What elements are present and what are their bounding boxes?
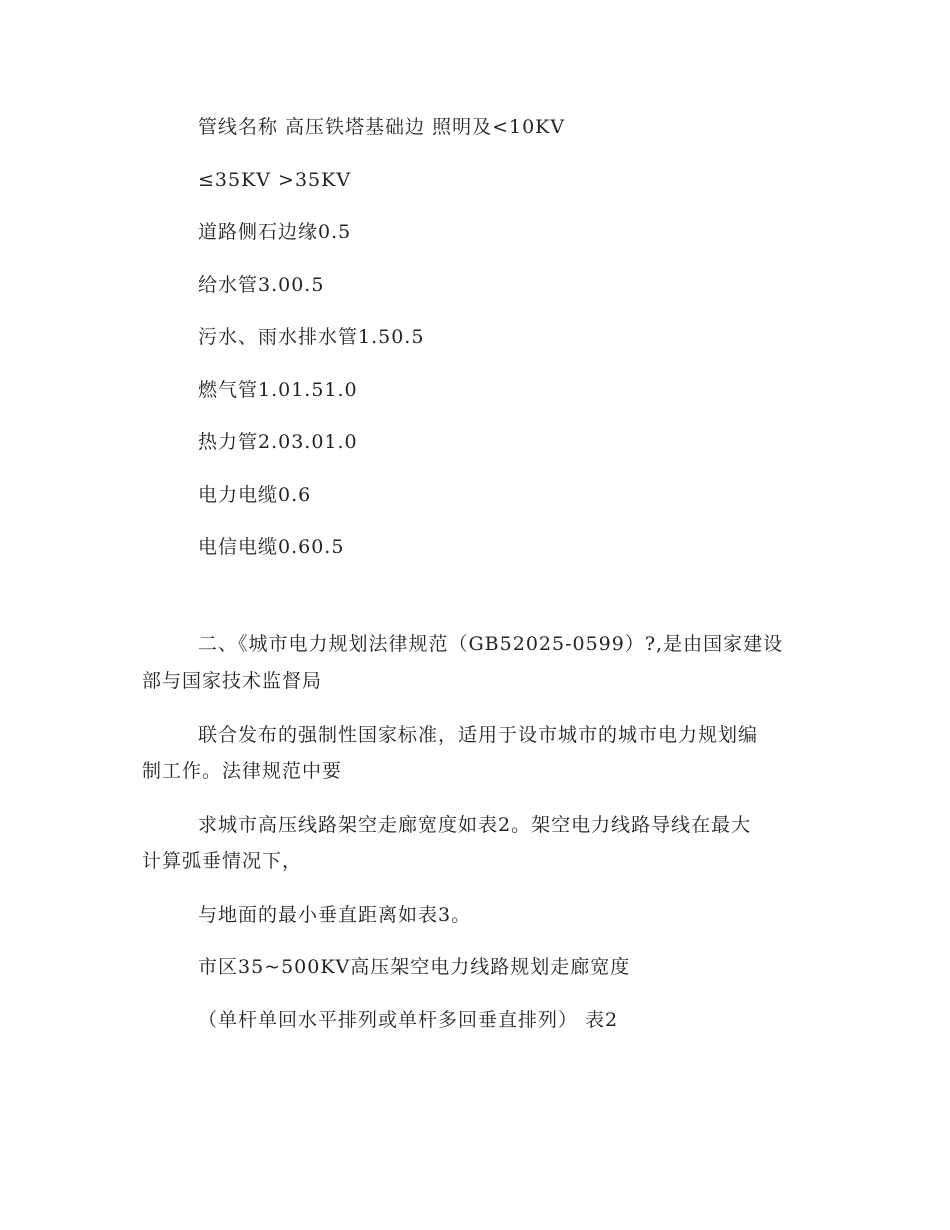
paragraph-1-first-line: 二、《城市电力规划法律规范（GB52025-0599）?,是由国家建设 xyxy=(198,633,784,655)
table-row-gas-pipe: 燃气管1.01.51.0 xyxy=(198,379,358,401)
paragraph-4: 与地面的最小垂直距离如表3。 xyxy=(198,904,472,926)
table-row-telecom-cable: 电信电缆0.60.5 xyxy=(198,536,345,558)
table-header-row: 管线名称 高压铁塔基础边 照明及<10KV xyxy=(198,116,566,138)
paragraph-3-continuation: 计算弧垂情况下， xyxy=(142,850,303,872)
paragraph-2-first-line: 联合发布的强制性国家标准，适用于设市城市的城市电力规划编 xyxy=(198,724,759,746)
paragraph-2-continuation: 制工作。法律规范中要 xyxy=(142,760,343,782)
table-caption-subtitle: （单杆单回水平排列或单杆多回垂直排列） 表2 xyxy=(198,1009,619,1031)
table-row-power-cable: 电力电缆0.6 xyxy=(198,484,312,506)
table-header-voltage: ≤35KV >35KV xyxy=(198,169,352,191)
table-row-water-supply: 给水管3.00.5 xyxy=(198,274,325,296)
table-caption-title: 市区35~500KV高压架空电力线路规划走廊宽度 xyxy=(198,956,631,978)
table-row-heat-pipe: 热力管2.03.01.0 xyxy=(198,431,358,453)
table-row-drainage: 污水、雨水排水管1.50.5 xyxy=(198,326,425,348)
paragraph-3-first-line: 求城市高压线路架空走廊宽度如表2。架空电力线路导线在最大 xyxy=(198,814,752,836)
paragraph-1-continuation: 部与国家技术监督局 xyxy=(142,670,323,692)
table-row-road-curb: 道路侧石边缘0.5 xyxy=(198,221,352,243)
